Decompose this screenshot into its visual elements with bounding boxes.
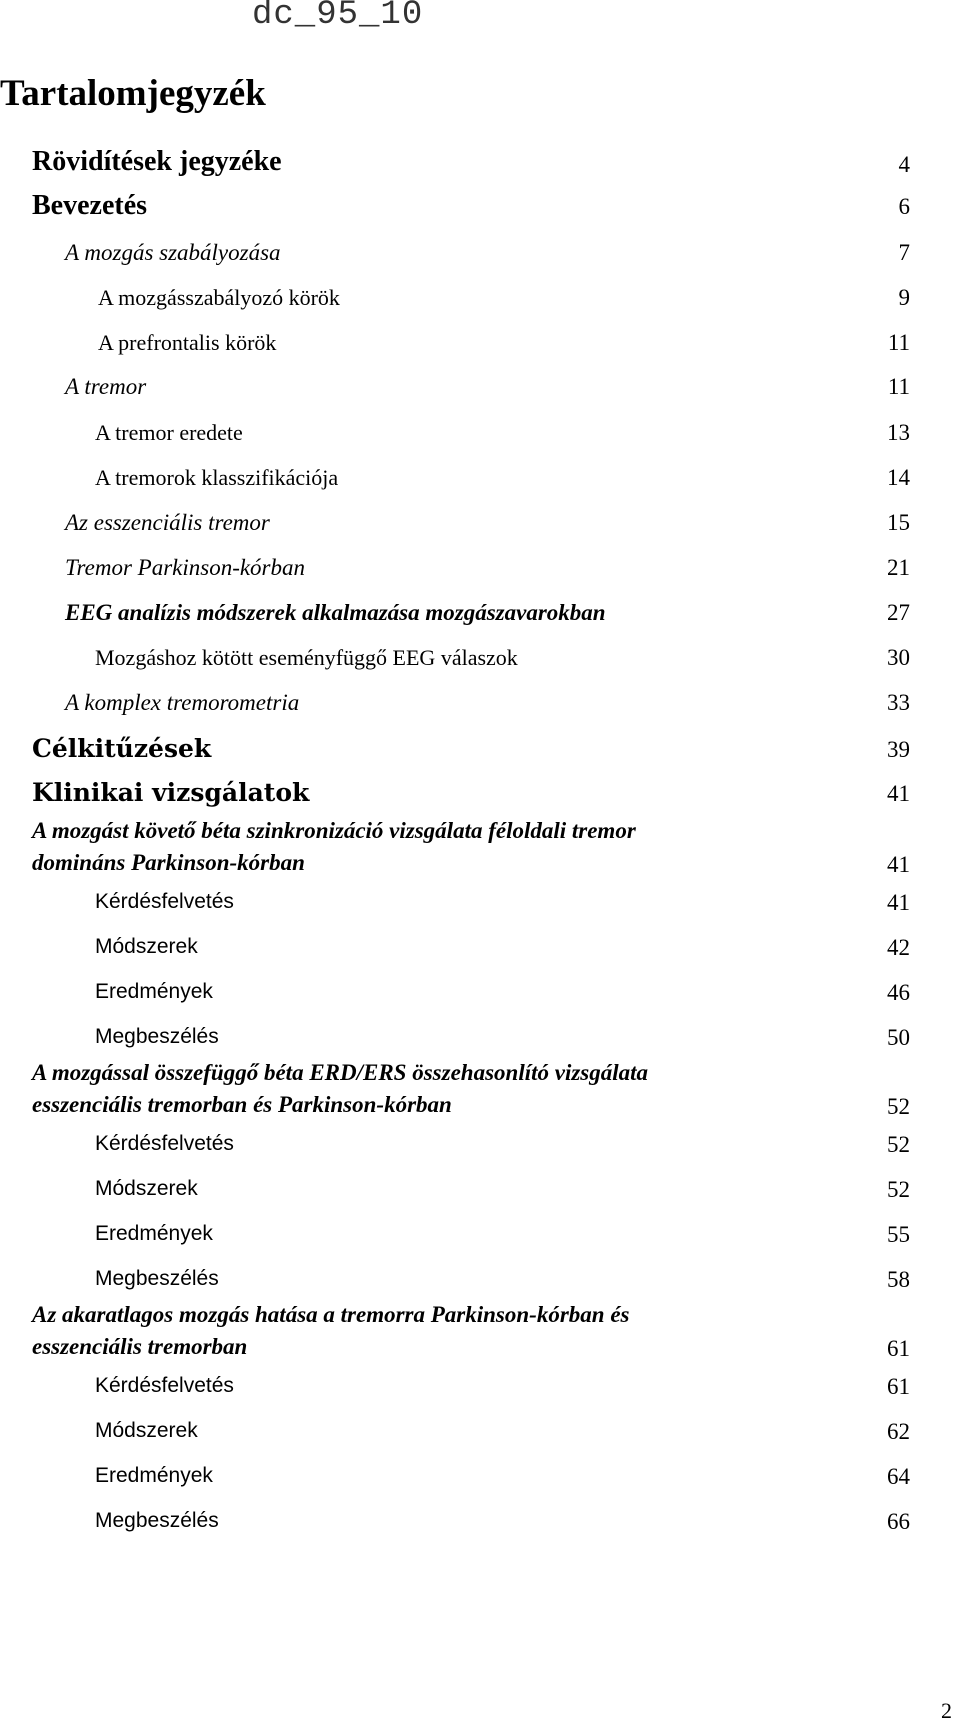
- toc-entry-page: 15: [887, 510, 910, 535]
- toc-entry-page: 13: [887, 420, 910, 445]
- toc-entry-page: 6: [898, 194, 910, 219]
- toc-entry-page: 46: [887, 980, 910, 1005]
- toc-entry-label: Rövidítések jegyzéke: [32, 146, 282, 177]
- toc-entry-page: 39: [887, 737, 910, 762]
- toc-entry-label: Megbeszélés: [95, 1025, 219, 1048]
- toc-entry-label: Módszerek: [95, 1177, 198, 1200]
- toc-entry-page: 41: [887, 781, 910, 806]
- toc-entry-page: 58: [887, 1267, 910, 1292]
- toc-entry-label-line-1: A mozgást követő béta szinkronizáció vizsgálata féloldali tremor: [32, 818, 636, 843]
- toc-entry-label-line-1: A mozgással összefüggő béta ERD/ERS összehasonlító vizsgálata: [32, 1060, 649, 1085]
- toc-entry-page: 42: [887, 935, 910, 960]
- toc-entry-label: Eredmények: [95, 1464, 213, 1487]
- toc-entry-label: A tremor: [65, 374, 147, 399]
- toc-entry-page: 7: [898, 240, 910, 265]
- toc-entry-page: 61: [887, 1336, 910, 1361]
- page-title: Tartalomjegyzék: [0, 73, 266, 114]
- page-number: 2: [941, 1698, 952, 1723]
- toc-entry-label: Célkitűzések: [32, 734, 212, 763]
- toc-entry-label: A komplex tremorometria: [65, 690, 300, 715]
- toc-entry-page: 52: [887, 1094, 910, 1119]
- toc-entry-label: Eredmények: [95, 980, 213, 1003]
- toc-entry-page: 21: [887, 555, 910, 580]
- toc-entry-label: A prefrontalis körök: [98, 330, 277, 355]
- toc-entry-label: Megbeszélés: [95, 1267, 219, 1290]
- toc-entry-label-line-2: domináns Parkinson-kórban: [32, 850, 305, 875]
- toc-entry-label: Klinikai vizsgálatok: [32, 778, 310, 807]
- toc-entry-label: Eredmények: [95, 1222, 213, 1245]
- toc-entry-page: 50: [887, 1025, 910, 1050]
- toc-entry-label-line-1: Az akaratlagos mozgás hatása a tremorra Parkinson-kórban és: [32, 1302, 630, 1327]
- toc-entry-label: Megbeszélés: [95, 1509, 219, 1532]
- toc-entry-label: Bevezetés: [32, 190, 148, 221]
- toc-entry-label-line-2: esszenciális tremorban: [32, 1334, 248, 1359]
- toc-entry-label: A tremorok klasszifikációja: [95, 465, 339, 490]
- toc-entry-page: 33: [887, 690, 910, 715]
- toc-entry-page: 11: [887, 330, 910, 355]
- document-id: dc_95_10: [252, 0, 424, 34]
- toc-entry-label: Mozgáshoz kötött eseményfüggő EEG válaszok: [95, 645, 518, 670]
- toc-entry-page: 62: [887, 1419, 910, 1444]
- toc-entry-label: Az esszenciális tremor: [65, 510, 270, 535]
- toc-entry-label: Módszerek: [95, 935, 198, 958]
- toc-entry-label: Kérdésfelvetés: [95, 1374, 234, 1397]
- toc-entry-label: EEG analízis módszerek alkalmazása mozgászavarokban: [65, 600, 606, 625]
- toc-entry-label: Módszerek: [95, 1419, 198, 1442]
- toc-entry-label: Kérdésfelvetés: [95, 1132, 234, 1155]
- toc-entry-page: 52: [887, 1132, 910, 1157]
- toc-entry-page: 41: [887, 890, 910, 915]
- toc-entry-label-line-2: esszenciális tremorban és Parkinson-kórban: [32, 1092, 452, 1117]
- toc-entry-page: 11: [887, 374, 910, 399]
- toc-entry-page: 61: [887, 1374, 910, 1399]
- toc-entry-page: 27: [887, 600, 910, 625]
- toc-entry-label: A mozgásszabályozó körök: [98, 285, 340, 310]
- toc-entry-label: Tremor Parkinson-kórban: [65, 555, 306, 580]
- toc-entry-label: A mozgás szabályozása: [65, 240, 281, 265]
- toc-entry-page: 9: [898, 285, 910, 310]
- toc-entry-page: 64: [887, 1464, 910, 1489]
- toc-entry-label: Kérdésfelvetés: [95, 890, 234, 913]
- toc-entry-page: 4: [898, 152, 910, 177]
- toc-entry-page: 55: [887, 1222, 910, 1247]
- toc-entry-page: 52: [887, 1177, 910, 1202]
- toc-entry-label: A tremor eredete: [95, 420, 243, 445]
- toc-entry-page: 30: [887, 645, 910, 670]
- toc-entry-page: 66: [887, 1509, 910, 1534]
- toc-entry-page: 41: [887, 852, 910, 877]
- toc-entry-page: 14: [887, 465, 910, 490]
